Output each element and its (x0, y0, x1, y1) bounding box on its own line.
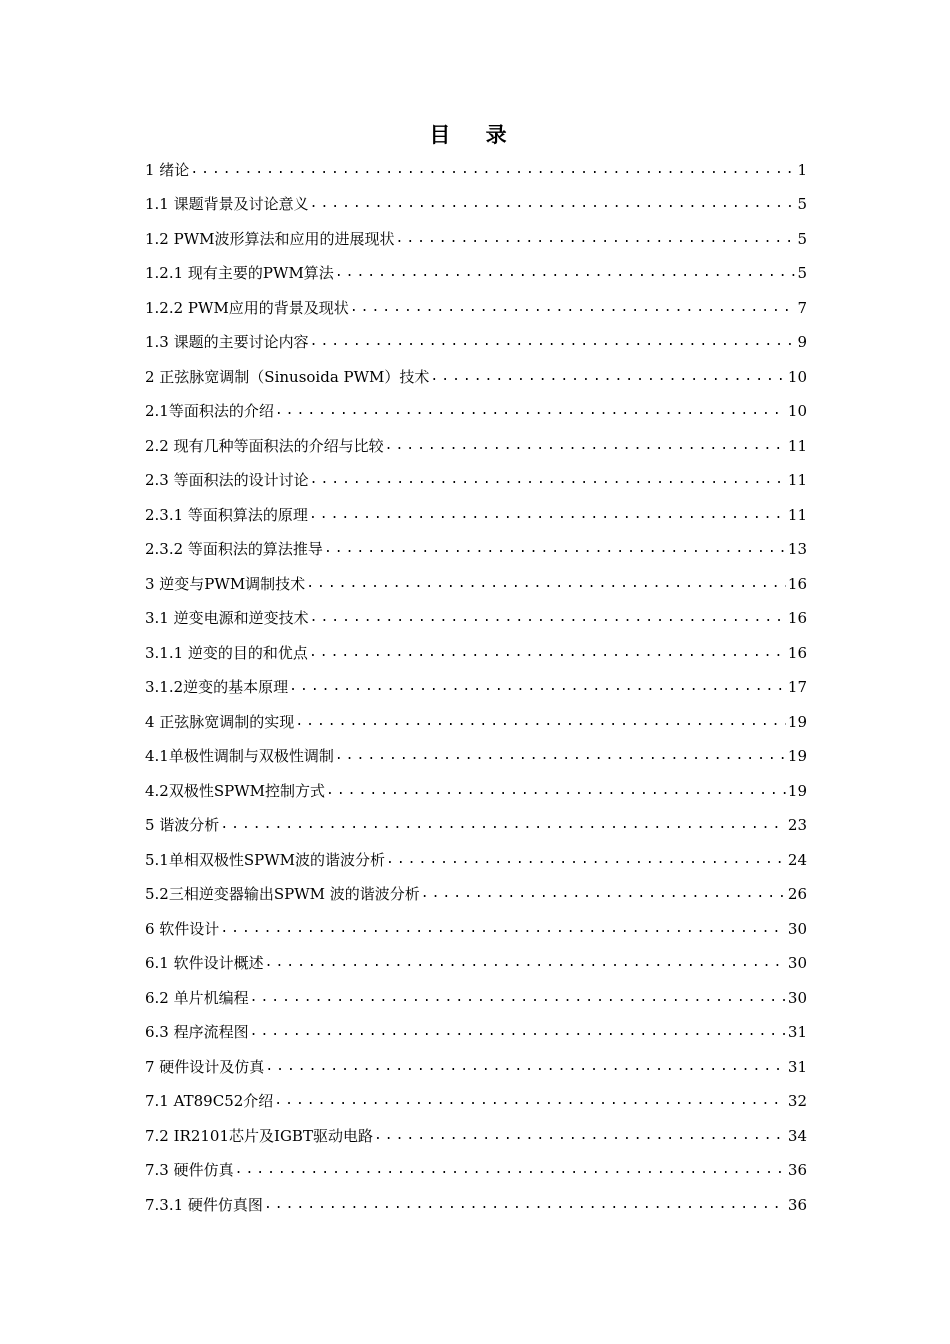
toc-entry-title: 6.3 程序流程图 (145, 1023, 249, 1041)
toc-dot-leader (219, 815, 786, 835)
toc-entry-page-number: 5 (797, 229, 807, 248)
toc-entry-title: 7.1 AT89C52介绍 (145, 1092, 274, 1110)
toc-dot-leader (420, 884, 786, 904)
toc-dot-leader (429, 367, 785, 387)
toc-entry-title: 5.1单相双极性SPWM波的谐波分析 (145, 850, 386, 869)
toc-dot-leader (294, 712, 786, 732)
toc-entry-title: 2.2 现有几种等面积法的介绍与比较 (145, 436, 384, 455)
toc-entry[interactable] (145, 421, 807, 456)
toc-entry[interactable] (145, 732, 807, 767)
toc-entry[interactable] (145, 318, 807, 353)
toc-entry[interactable] (145, 214, 807, 249)
toc-dot-leader (309, 608, 786, 628)
toc-entry-title: 2.1等面积法的介绍 (145, 402, 274, 420)
toc-dot-leader (249, 988, 786, 1008)
toc-entry-title: 1.2.1 现有主要的PWM算法 (145, 264, 334, 282)
toc-entry-title: 7.3.1 硬件仿真图 (145, 1195, 263, 1214)
toc-dot-leader (288, 677, 786, 697)
toc-entry[interactable] (145, 1008, 807, 1043)
toc-dot-leader (234, 1160, 786, 1180)
toc-entry-title: 4 正弦脉宽调制的实现 (145, 712, 295, 731)
toc-entry[interactable] (145, 973, 807, 1008)
toc-entry-title: 2 正弦脉宽调制（Sinusoida PWM）技术 (145, 367, 430, 386)
toc-entry-page-number: 19 (787, 747, 807, 765)
toc-entry-page-number: 31 (787, 1023, 807, 1041)
toc-dot-leader (305, 574, 786, 594)
toc-entry[interactable] (145, 801, 807, 836)
toc-entry-page-number: 31 (787, 1057, 807, 1076)
toc-entry[interactable] (145, 628, 807, 663)
toc-entry-title: 2.3.2 等面积法的算法推导 (145, 540, 323, 558)
toc-entry[interactable] (145, 1146, 807, 1181)
toc-dot-leader (385, 850, 786, 870)
toc-entry-page-number: 9 (797, 333, 807, 351)
toc-entry-title: 3.1.1 逆变的目的和优点 (145, 643, 308, 662)
toc-entry-page-number: 30 (787, 954, 807, 972)
toc-dot-leader (264, 1057, 786, 1077)
toc-entry-title: 6.2 单片机编程 (145, 988, 249, 1007)
toc-entry-title: 5 谐波分析 (145, 816, 220, 834)
toc-entry-title: 3.1 逆变电源和逆变技术 (145, 609, 309, 627)
toc-entry-page-number: 10 (787, 367, 807, 386)
toc-entry-title: 1.1 课题背景及讨论意义 (145, 195, 309, 213)
toc-entry-title: 7 硬件设计及仿真 (145, 1057, 265, 1076)
toc-entry-page-number: 11 (787, 471, 807, 489)
toc-title: 目 录 (429, 123, 521, 147)
toc-entry-page-number: 32 (787, 1092, 807, 1110)
toc-entry-page-number: 24 (787, 850, 807, 869)
toc-entry-page-number: 7 (797, 298, 807, 317)
toc-entry[interactable] (145, 352, 807, 387)
table-of-contents (145, 145, 807, 1215)
toc-entry[interactable] (145, 904, 807, 939)
toc-entry[interactable] (145, 663, 807, 698)
toc-dot-leader (309, 470, 786, 490)
toc-entry[interactable] (145, 939, 807, 974)
toc-entry-title: 6 软件设计 (145, 919, 220, 938)
toc-entry[interactable] (145, 1111, 807, 1146)
toc-entry-title: 2.3 等面积法的设计讨论 (145, 471, 309, 489)
toc-dot-leader (349, 298, 796, 318)
toc-entry[interactable] (145, 283, 807, 318)
toc-dot-leader (384, 436, 786, 456)
toc-entry[interactable] (145, 180, 807, 215)
toc-dot-leader (334, 746, 786, 766)
toc-entry-title: 6.1 软件设计概述 (145, 954, 264, 972)
toc-entry-title: 1 绪论 (145, 160, 190, 179)
toc-entry[interactable] (145, 145, 807, 180)
toc-entry-page-number: 34 (787, 1126, 807, 1145)
toc-entry-title: 1.3 课题的主要讨论内容 (145, 333, 309, 351)
toc-entry-page-number: 23 (787, 816, 807, 834)
toc-entry-title: 4.1单极性调制与双极性调制 (145, 747, 334, 765)
toc-entry-page-number: 16 (787, 609, 807, 627)
toc-entry-page-number: 30 (787, 988, 807, 1007)
toc-dot-leader (373, 1126, 786, 1146)
toc-entry-page-number: 16 (787, 574, 807, 593)
toc-entry[interactable] (145, 835, 807, 870)
toc-dot-leader (395, 229, 796, 249)
toc-dot-leader (308, 505, 786, 525)
toc-dot-leader (334, 263, 796, 283)
toc-dot-leader (309, 194, 796, 214)
toc-dot-leader (273, 1091, 786, 1111)
toc-entry-page-number: 13 (787, 540, 807, 558)
toc-entry-page-number: 19 (787, 712, 807, 731)
toc-entry-page-number: 30 (787, 919, 807, 938)
toc-entry-title: 7.3 硬件仿真 (145, 1161, 234, 1179)
toc-entry[interactable] (145, 594, 807, 629)
toc-entry[interactable] (145, 490, 807, 525)
toc-entry[interactable] (145, 387, 807, 422)
toc-entry-title: 2.3.1 等面积算法的原理 (145, 505, 308, 524)
toc-entry[interactable] (145, 1180, 807, 1215)
toc-entry-page-number: 17 (787, 678, 807, 696)
toc-entry-page-number: 36 (787, 1195, 807, 1214)
toc-dot-leader (325, 781, 786, 801)
toc-entry-page-number: 26 (787, 885, 807, 903)
toc-entry[interactable] (145, 1042, 807, 1077)
toc-entry-title: 3.1.2逆变的基本原理 (145, 678, 289, 696)
toc-entry-page-number: 10 (787, 402, 807, 420)
toc-entry[interactable] (145, 870, 807, 905)
toc-dot-leader (249, 1022, 786, 1042)
toc-entry-title: 3 逆变与PWM调制技术 (145, 574, 306, 593)
toc-entry-title: 1.2 PWM波形算法和应用的进展现状 (145, 229, 395, 248)
toc-entry-page-number: 1 (797, 160, 807, 179)
toc-dot-leader (308, 643, 786, 663)
toc-dot-leader (323, 539, 786, 559)
toc-entry-page-number: 5 (797, 195, 807, 213)
toc-entry[interactable] (145, 766, 807, 801)
toc-dot-leader (263, 1195, 786, 1215)
toc-entry-page-number: 11 (787, 436, 807, 455)
toc-entry-title: 4.2双极性SPWM控制方式 (145, 781, 326, 800)
toc-entry[interactable] (145, 1077, 807, 1112)
toc-entry[interactable] (145, 697, 807, 732)
toc-entry[interactable] (145, 525, 807, 560)
toc-entry-page-number: 16 (787, 643, 807, 662)
toc-dot-leader (274, 401, 786, 421)
toc-entry-title: 5.2三相逆变器输出SPWM 波的谐波分析 (145, 885, 420, 903)
toc-dot-leader (219, 919, 786, 939)
toc-entry-title: 7.2 IR2101芯片及IGBT驱动电路 (145, 1126, 373, 1145)
toc-entry[interactable] (145, 249, 807, 284)
toc-dot-leader (264, 953, 786, 973)
toc-entry[interactable] (145, 559, 807, 594)
toc-entry-page-number: 11 (787, 505, 807, 524)
toc-entry-page-number: 36 (787, 1161, 807, 1179)
toc-dot-leader (309, 332, 796, 352)
toc-entry-page-number: 5 (797, 264, 807, 282)
toc-entry-page-number: 19 (787, 781, 807, 800)
toc-entry-title: 1.2.2 PWM应用的背景及现状 (145, 298, 349, 317)
toc-entry[interactable] (145, 456, 807, 491)
toc-dot-leader (189, 160, 795, 180)
